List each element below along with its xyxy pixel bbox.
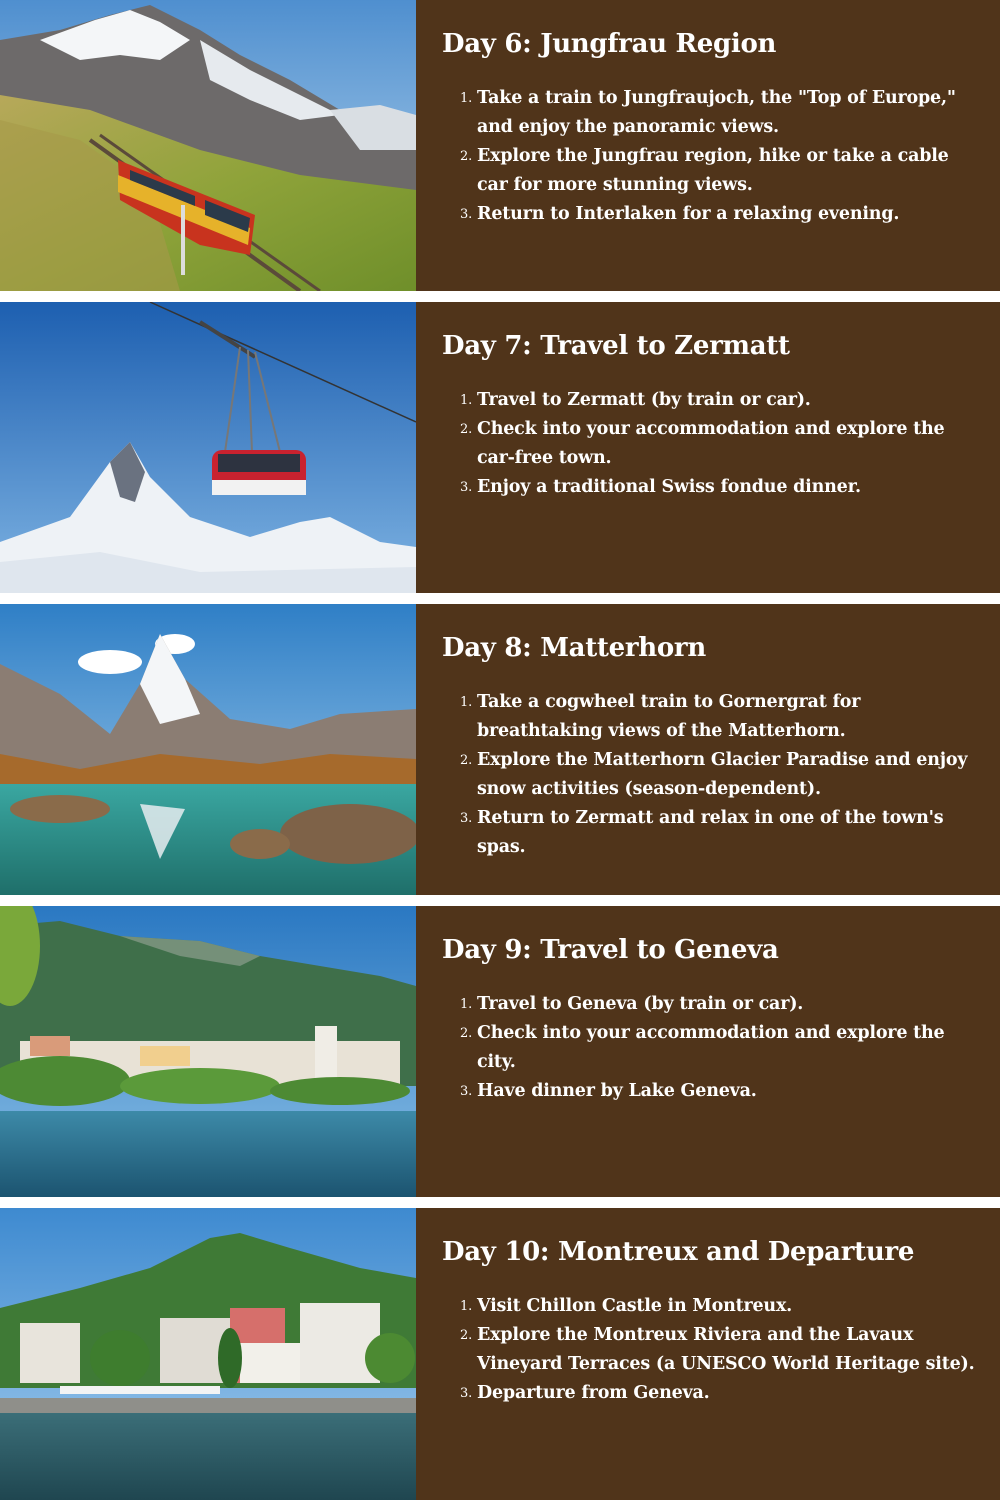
day-8-section [0,604,1000,895]
list-item: 1. Travel to Zermatt (by train or car). [460,390,811,410]
day-6-photo [0,0,416,291]
day-10-section [0,1208,1000,1500]
list-item: 1. Take a cogwheel train to Gornergrat for breathtaking views of the Matterhorn. [460,692,861,741]
day-8-panel [416,604,1000,895]
day-6-panel [416,0,1000,291]
day-7-activity-list [442,386,980,502]
day-6-section [0,0,1000,291]
day-8-activity-list [442,688,980,862]
day-9-activity-list [442,990,980,1106]
day-6-activity-list [442,84,980,229]
list-item: 2. Explore the Montreux Riviera and the Lavaux Vineyard Terraces (a UNESCO World Heritage site). [460,1325,975,1374]
day-10-activity-list [442,1292,980,1408]
list-item: 2. Explore the Matterhorn Glacier Paradise and enjoy snow activities (season-dependent). [460,750,968,799]
day-8-photo [0,604,416,895]
day-9-panel [416,906,1000,1197]
day-7-section [0,302,1000,593]
day-9-section [0,906,1000,1197]
day-10-panel [416,1208,1000,1500]
list-item: 3. Enjoy a traditional Swiss fondue dinner. [460,477,861,497]
list-item: 1. Travel to Geneva (by train or car). [460,994,804,1014]
day-7-title: Day 7: Travel to Zermatt [442,331,790,361]
day-7-photo [0,302,416,593]
list-item: 2. Explore the Jungfrau region, hike or take a cable car for more stunning views. [460,146,949,195]
day-10-title: Day 10: Montreux and Departure [442,1237,915,1267]
list-item: 1. Visit Chillon Castle in Montreux. [460,1296,793,1316]
list-item: 3. Have dinner by Lake Geneva. [460,1081,757,1101]
day-7-panel [416,302,1000,593]
list-item: 2. Check into your accommodation and explore the car-free town. [460,419,945,468]
list-item: 3. Return to Interlaken for a relaxing evening. [460,204,900,224]
list-item: 2. Check into your accommodation and explore the city. [460,1023,945,1072]
day-10-photo [0,1208,416,1500]
day-6-title: Day 6: Jungfrau Region [442,29,777,59]
list-item: 3. Return to Zermatt and relax in one of the town's spas. [460,808,944,857]
day-9-title: Day 9: Travel to Geneva [442,935,779,965]
day-8-title: Day 8: Matterhorn [442,633,706,663]
list-item: 3. Departure from Geneva. [460,1383,710,1403]
day-9-photo [0,906,416,1197]
list-item: 1. Take a train to Jungfraujoch, the "Top of Europe," and enjoy the panoramic views. [460,88,956,137]
